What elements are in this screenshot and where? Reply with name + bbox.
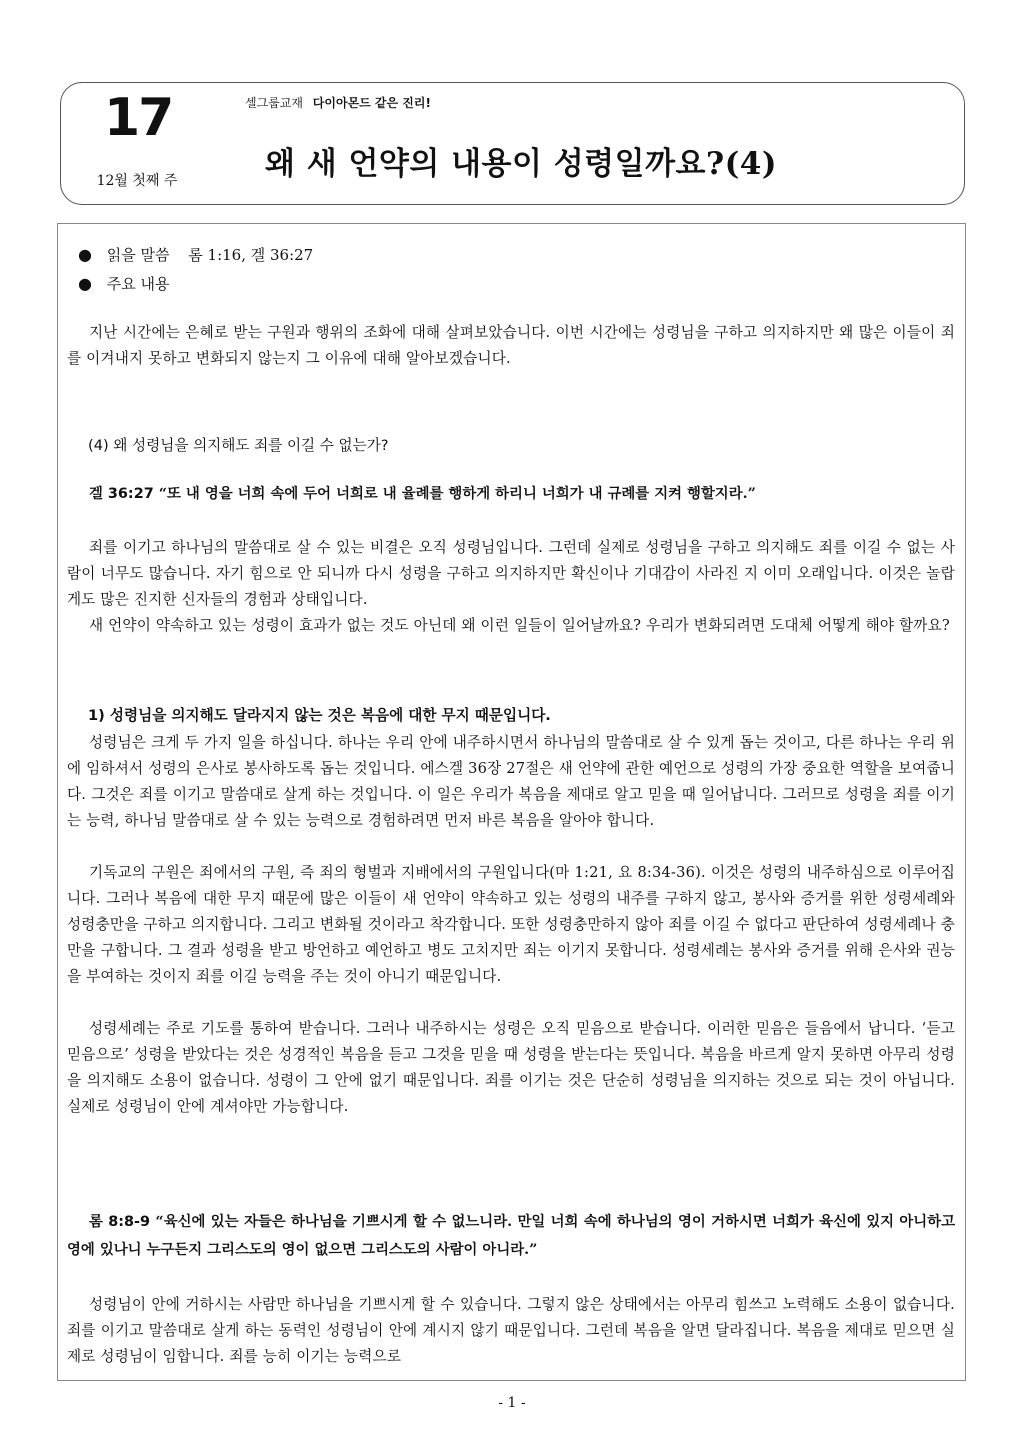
verse-text: “육신에 있는 자들은 하나님을 기쁘시게 할 수 없느니라. 만일 너희 속에 하나님의 영이 거하시면 너희가 육신에 있지 아니하고 영에 있나니 누구든지 그리스도의 영이 없으면 그리스도의 사람이 아니라.” [67,1213,956,1258]
series-title: 다이아몬드 같은 진리! [312,96,431,110]
lesson-week: 12월 첫째 주 [96,173,178,189]
series-line [245,94,431,111]
paragraph-6: 성령님이 안에 거하시는 사람만 하나님을 기쁘시게 할 수 있습니다. 그렇지 않은 상태에서는 아무리 힘쓰고 노력해도 소용이 없습니다. 죄를 이기고 말씀대로 살게 하는 동력인 성령님이 안에 계시지 않기 때문입니다. 그런데 복음을 알면 달라집니다. 복음을 제대로 믿으면 실제로 성령님이 임합니다. 죄를 능히 이기는 능력으로 [67,1296,955,1365]
reading-line [78,244,313,265]
verse-ezekiel [67,480,955,508]
summary-label: 주요 내용 [106,275,170,293]
reading-refs: 롬 1:16, 겔 36:27 [188,246,314,264]
page-title: 왜 새 언약의 내용이 성령일까요?(4) [265,146,778,182]
bullet-icon: ● [78,245,92,264]
section-heading: (4) 왜 성령님을 의지해도 죄를 이길 수 없는가? [88,437,389,454]
point-1-heading: 1) 성령님을 의지해도 달라지지 않는 것은 복음에 대한 무지 때문입니다. [88,707,551,724]
verse-ref: 롬 8:8-9 [89,1214,151,1230]
series-label: 셀그룹교재 [245,96,303,110]
verse-text: “또 내 영을 너희 속에 두어 너희로 내 율례를 행하게 하리니 너희가 내 규례를 지켜 행할지라.” [158,485,756,502]
lesson-number: 17 [104,88,173,148]
paragraph-4: 기독교의 구원은 죄에서의 구원, 즉 죄의 형벌과 지배에서의 구원입니다(마 1:21, 요 8:34-36). 이것은 성령의 내주하심으로 이루어집니다. 그러나 복음에 대한 무지 때문에 많은 이들이 새 언약이 약속하고 있는 성령의 내주를 구하지 않고, 봉사와 증거를 위한 성령세례와 성령충만을 구하고 의지합니다. 그리고 변화될 것이라고 착각합니다. 또한 성령충만하지 않아 죄를 이길 수 없다고 판단하여 성령세례나 충만을 구합니다. 그 결과 성령을 받고 방언하고 예언하고 병도 고치지만 죄는 이기지 못합니다. 성령세례는 봉사와 증거를 위해 은사와 권능을 부여하는 것이지 죄를 이길 능력을 주는 것이 아니기 때문입니다. [67,864,955,985]
reading-label: 읽을 말씀 [106,246,170,264]
verse-ref: 겔 36:27 [89,486,154,502]
paragraph-5: 성령세례는 주로 기도를 통하여 받습니다. 그러나 내주하시는 성령은 오직 믿음으로 받습니다. 이러한 믿음은 들음에서 납니다. ‘듣고 믿음으로’ 성령을 받았다는 것은 성경적인 복음을 듣고 그것을 믿을 때 성령을 받는다는 뜻입니다. 복음을 바르게 알지 못하면 아무리 성령을 의지해도 소용이 없습니다. 성령이 그 안에 없기 때문입니다. 죄를 이기는 것은 단순히 성령님을 의지하는 것으로 되는 것이 아닙니다. 실제로 성령님이 안에 계셔야만 가능합니다. [67,1020,955,1115]
bullet-icon: ● [78,274,92,293]
paragraph-1: 죄를 이기고 하나님의 말씀대로 살 수 있는 비결은 오직 성령님입니다. 그런데 실제로 성령님을 구하고 의지해도 죄를 이길 수 없는 사람이 너무도 많습니다. 자기 힘으로 안 되니까 다시 성령을 구하고 의지하지만 확신이나 기대감이 사라진 지 이미 오래입니다. 이것은 놀랍게도 많은 진지한 신자들의 경험과 상태입니다. [67,539,955,608]
intro-paragraph: 지난 시간에는 은혜로 받는 구원과 행위의 조화에 대해 살펴보았습니다. 이번 시간에는 성령님을 구하고 의지하지만 왜 많은 이들이 죄를 이겨내지 못하고 변화되지 않는지 그 이유에 대해 알아보겠습니다. [67,324,955,367]
page-number: - 1 - [498,1395,526,1411]
paragraph-2: 새 언약이 약속하고 있는 성령이 효과가 없는 것도 아닌데 왜 이런 일들이 일어날까요? 우리가 변화되려면 도대체 어떻게 해야 할까요? [89,617,950,634]
summary-line [78,273,169,294]
verse-romans [67,1208,955,1264]
paragraph-3: 성령님은 크게 두 가지 일을 하십니다. 하나는 우리 안에 내주하시면서 하나님의 말씀대로 살 수 있게 돕는 것이고, 다른 하나는 우리 위에 임하셔서 성령의 은사로 봉사하도록 돕는 것입니다. 에스겔 36장 27절은 새 언약에 관한 예언으로 성령의 가장 중요한 역할을 보여줍니다. 그것은 죄를 이기고 말씀대로 살게 하는 것입니다. 이 일은 우리가 복음을 제대로 알고 믿을 때 일어납니다. 그러므로 성령을 죄를 이기는 능력, 하나님 말씀대로 살 수 있는 능력으로 경험하려면 먼저 바른 복음을 알아야 합니다. [67,734,955,829]
